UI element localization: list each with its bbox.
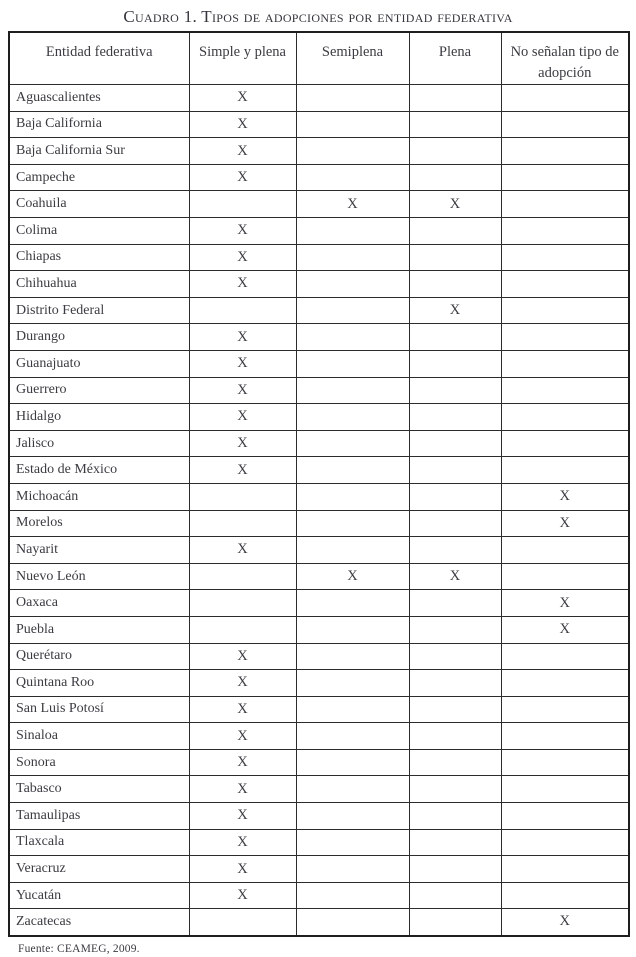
entity-name-cell: Tamaulipas (9, 803, 189, 830)
entity-name-cell: Yucatán (9, 882, 189, 909)
entity-name-cell: Estado de México (9, 457, 189, 484)
entity-name-cell: Guanajuato (9, 350, 189, 377)
empty-cell (501, 670, 629, 697)
empty-cell (296, 749, 409, 776)
table-row (9, 882, 629, 909)
empty-cell (296, 138, 409, 165)
empty-cell (296, 244, 409, 271)
x-mark-cell: X (409, 191, 501, 218)
table-body (9, 85, 629, 936)
entity-name-cell: Tlaxcala (9, 829, 189, 856)
table-row (9, 616, 629, 643)
empty-cell (409, 882, 501, 909)
x-mark-cell: X (189, 457, 296, 484)
entity-name-cell: Aguascalientes (9, 85, 189, 112)
empty-cell (296, 643, 409, 670)
empty-cell (296, 218, 409, 245)
adoption-types-table (8, 31, 630, 937)
entity-name-cell: Guerrero (9, 377, 189, 404)
empty-cell (501, 829, 629, 856)
table-row (9, 350, 629, 377)
empty-cell (501, 856, 629, 883)
empty-cell (296, 537, 409, 564)
empty-cell (296, 909, 409, 936)
empty-cell (501, 404, 629, 431)
x-mark-cell: X (189, 350, 296, 377)
entity-name-cell: Querétaro (9, 643, 189, 670)
empty-cell (409, 430, 501, 457)
table-row (9, 164, 629, 191)
empty-cell (409, 483, 501, 510)
entity-name-cell: Zacatecas (9, 909, 189, 936)
table-row (9, 643, 629, 670)
empty-cell (501, 138, 629, 165)
empty-cell (296, 377, 409, 404)
empty-cell (501, 803, 629, 830)
empty-cell (296, 85, 409, 112)
table-row (9, 324, 629, 351)
table-row (9, 803, 629, 830)
header-row (9, 32, 629, 85)
empty-cell (501, 457, 629, 484)
table-row (9, 776, 629, 803)
entity-name-cell: Oaxaca (9, 590, 189, 617)
empty-cell (409, 643, 501, 670)
x-mark-cell: X (189, 430, 296, 457)
entity-name-cell: Morelos (9, 510, 189, 537)
empty-cell (296, 164, 409, 191)
entity-name-cell: Colima (9, 218, 189, 245)
empty-cell (296, 616, 409, 643)
table-row (9, 696, 629, 723)
entity-name-cell: Nuevo León (9, 563, 189, 590)
table-row (9, 749, 629, 776)
empty-cell (409, 829, 501, 856)
empty-cell (501, 164, 629, 191)
table-row (9, 856, 629, 883)
x-mark-cell: X (189, 404, 296, 431)
table-title: Cuadro 1. Tipos de adopciones por entidad federativa (123, 7, 513, 26)
empty-cell (296, 404, 409, 431)
table-row (9, 138, 629, 165)
table-row (9, 723, 629, 750)
empty-cell (296, 350, 409, 377)
x-mark-cell: X (189, 856, 296, 883)
x-mark-cell: X (501, 483, 629, 510)
empty-cell (296, 271, 409, 298)
table-row (9, 670, 629, 697)
empty-cell (409, 218, 501, 245)
empty-cell (296, 430, 409, 457)
table-header (9, 32, 629, 85)
empty-cell (296, 590, 409, 617)
table-row (9, 404, 629, 431)
empty-cell (501, 776, 629, 803)
empty-cell (409, 776, 501, 803)
empty-cell (296, 111, 409, 138)
x-mark-cell: X (409, 563, 501, 590)
column-header-entidad-federativa: Entidad federativa (9, 32, 189, 85)
empty-cell (296, 297, 409, 324)
empty-cell (501, 191, 629, 218)
entity-name-cell: Nayarit (9, 537, 189, 564)
table-row (9, 111, 629, 138)
empty-cell (189, 191, 296, 218)
empty-cell (501, 244, 629, 271)
x-mark-cell: X (189, 882, 296, 909)
entity-name-cell: Baja California Sur (9, 138, 189, 165)
entity-name-cell: Veracruz (9, 856, 189, 883)
empty-cell (296, 696, 409, 723)
entity-name-cell: Jalisco (9, 430, 189, 457)
entity-name-cell: Campeche (9, 164, 189, 191)
empty-cell (501, 85, 629, 112)
empty-cell (296, 483, 409, 510)
empty-cell (501, 563, 629, 590)
table-row (9, 430, 629, 457)
table-row (9, 377, 629, 404)
table-row (9, 244, 629, 271)
entity-name-cell: Tabasco (9, 776, 189, 803)
empty-cell (409, 590, 501, 617)
empty-cell (189, 563, 296, 590)
entity-name-cell: Quintana Roo (9, 670, 189, 697)
empty-cell (189, 616, 296, 643)
empty-cell (409, 670, 501, 697)
x-mark-cell: X (501, 616, 629, 643)
table-row (9, 537, 629, 564)
table-row (9, 457, 629, 484)
entity-name-cell: San Luis Potosí (9, 696, 189, 723)
empty-cell (501, 111, 629, 138)
empty-cell (501, 537, 629, 564)
table-row (9, 483, 629, 510)
x-mark-cell: X (409, 297, 501, 324)
x-mark-cell: X (501, 510, 629, 537)
x-mark-cell: X (189, 803, 296, 830)
x-mark-cell: X (189, 696, 296, 723)
empty-cell (409, 324, 501, 351)
x-mark-cell: X (501, 909, 629, 936)
empty-cell (501, 297, 629, 324)
table-row (9, 218, 629, 245)
empty-cell (189, 909, 296, 936)
empty-cell (501, 430, 629, 457)
source-note: Fuente: CEAMEG, 2009. (18, 942, 140, 955)
entity-name-cell: Durango (9, 324, 189, 351)
empty-cell (296, 324, 409, 351)
table-row (9, 297, 629, 324)
empty-cell (189, 590, 296, 617)
x-mark-cell: X (189, 271, 296, 298)
column-header-semiplena: Semiplena (296, 32, 409, 85)
empty-cell (409, 909, 501, 936)
entity-name-cell: Hidalgo (9, 404, 189, 431)
x-mark-cell: X (189, 749, 296, 776)
entity-name-cell: Puebla (9, 616, 189, 643)
empty-cell (409, 510, 501, 537)
x-mark-cell: X (189, 85, 296, 112)
empty-cell (409, 111, 501, 138)
x-mark-cell: X (189, 111, 296, 138)
empty-cell (296, 670, 409, 697)
empty-cell (296, 829, 409, 856)
x-mark-cell: X (189, 377, 296, 404)
table-row (9, 510, 629, 537)
empty-cell (409, 537, 501, 564)
x-mark-cell: X (189, 643, 296, 670)
column-header-simple-y-plena: Simple y plena (189, 32, 296, 85)
empty-cell (501, 643, 629, 670)
empty-cell (501, 749, 629, 776)
column-header-no-senalan-tipo: No señalan tipo de adopción (501, 32, 629, 85)
entity-name-cell: Sonora (9, 749, 189, 776)
empty-cell (501, 696, 629, 723)
table-row (9, 909, 629, 936)
empty-cell (409, 350, 501, 377)
empty-cell (409, 85, 501, 112)
empty-cell (409, 404, 501, 431)
empty-cell (409, 803, 501, 830)
x-mark-cell: X (296, 563, 409, 590)
empty-cell (409, 377, 501, 404)
x-mark-cell: X (189, 244, 296, 271)
empty-cell (501, 723, 629, 750)
empty-cell (409, 164, 501, 191)
table-row (9, 85, 629, 112)
entity-name-cell: Distrito Federal (9, 297, 189, 324)
empty-cell (409, 616, 501, 643)
empty-cell (409, 749, 501, 776)
empty-cell (296, 776, 409, 803)
entity-name-cell: Chihuahua (9, 271, 189, 298)
entity-name-cell: Coahuila (9, 191, 189, 218)
empty-cell (409, 271, 501, 298)
table-row (9, 191, 629, 218)
empty-cell (409, 138, 501, 165)
entity-name-cell: Chiapas (9, 244, 189, 271)
empty-cell (189, 510, 296, 537)
entity-name-cell: Michoacán (9, 483, 189, 510)
x-mark-cell: X (296, 191, 409, 218)
column-header-plena: Plena (409, 32, 501, 85)
empty-cell (501, 324, 629, 351)
table-row (9, 590, 629, 617)
x-mark-cell: X (189, 324, 296, 351)
x-mark-cell: X (189, 164, 296, 191)
empty-cell (501, 350, 629, 377)
empty-cell (501, 882, 629, 909)
entity-name-cell: Sinaloa (9, 723, 189, 750)
empty-cell (189, 483, 296, 510)
x-mark-cell: X (189, 776, 296, 803)
x-mark-cell: X (501, 590, 629, 617)
table-row (9, 829, 629, 856)
x-mark-cell: X (189, 537, 296, 564)
entity-name-cell: Baja California (9, 111, 189, 138)
empty-cell (296, 882, 409, 909)
x-mark-cell: X (189, 670, 296, 697)
empty-cell (409, 244, 501, 271)
empty-cell (296, 803, 409, 830)
empty-cell (501, 377, 629, 404)
empty-cell (501, 218, 629, 245)
empty-cell (409, 696, 501, 723)
x-mark-cell: X (189, 218, 296, 245)
table-row (9, 271, 629, 298)
empty-cell (189, 297, 296, 324)
empty-cell (409, 457, 501, 484)
empty-cell (296, 457, 409, 484)
empty-cell (409, 856, 501, 883)
empty-cell (296, 856, 409, 883)
empty-cell (409, 723, 501, 750)
empty-cell (501, 271, 629, 298)
x-mark-cell: X (189, 723, 296, 750)
empty-cell (296, 510, 409, 537)
x-mark-cell: X (189, 829, 296, 856)
table-row (9, 563, 629, 590)
x-mark-cell: X (189, 138, 296, 165)
empty-cell (296, 723, 409, 750)
